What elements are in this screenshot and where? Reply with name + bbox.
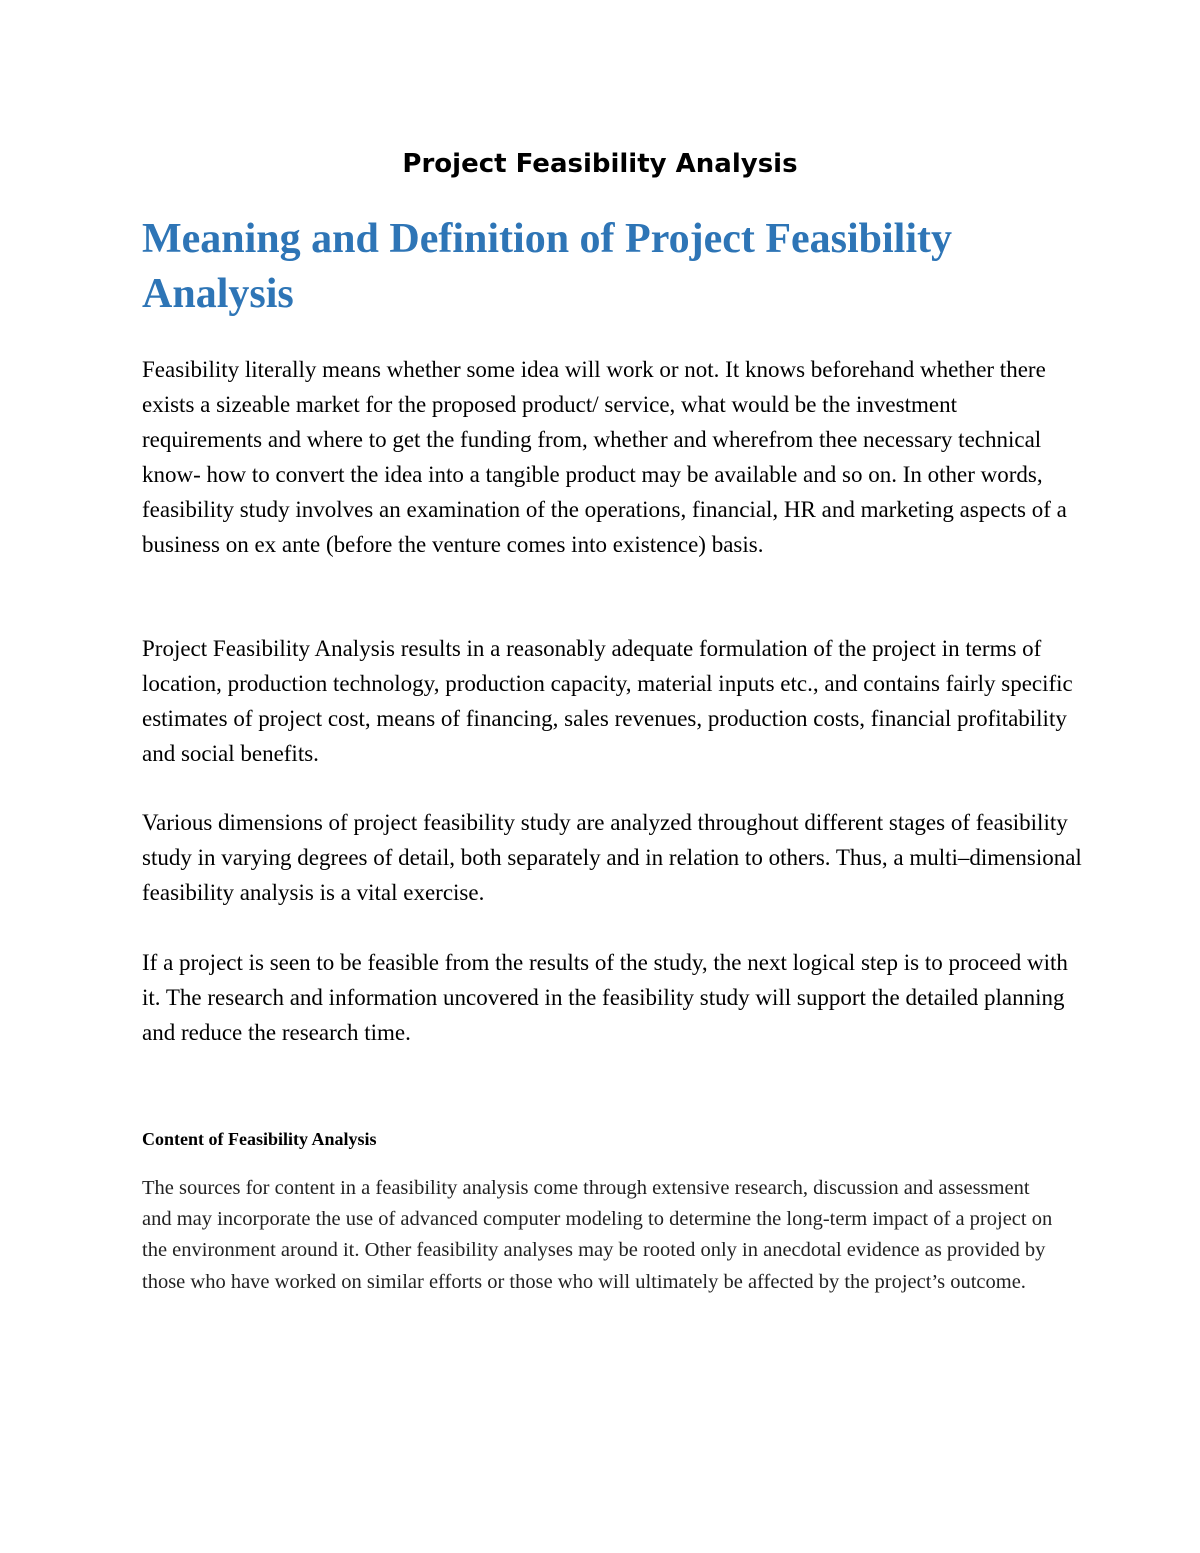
paragraph-next-step: If a project is seen to be feasible from the results of the study, the next logical step is to proceed with it. The research and information uncovered in the feasibility study will support the detailed planning and reduce the research time. — [142, 950, 1068, 1045]
paragraph-feasibility-meaning: Feasibility literally means whether some idea will work or not. It knows beforehand whether there exists a sizeable market for the proposed product/ service, what would be the investment requirements and where to get the funding from, whether and wherefrom thee necessary technical know- how to convert the idea into a tangible product may be available and so on. In other words, feasibility study involves an examination of the operations, financial, HR and marketing aspects of a business on ex ante (before the venture comes into existence) basis. — [142, 357, 1067, 557]
content-subheading: Content of Feasibility Analysis — [142, 1129, 377, 1149]
paragraph-dimensions: Various dimensions of project feasibility study are analyzed throughout different stages of feasibility study in varying degrees of detail, both separately and in relation to others. Thus, a multi–dimensional feasibility analysis is a vital exercise. — [142, 810, 1082, 905]
paragraph-analysis-results: Project Feasibility Analysis results in a reasonably adequate formulation of the project in terms of location, production technology, production capacity, material inputs etc., and contains fairly specific estimates of project cost, means of financing, sales revenues, production costs, financial profitability and social benefits. — [142, 636, 1073, 766]
section-heading: Meaning and Definition of Project Feasibility Analysis — [142, 216, 952, 317]
document-title: Project Feasibility Analysis — [402, 149, 798, 179]
paragraph-content-sources: The sources for content in a feasibility analysis come through extensive research, discussion and assessment and may incorporate the use of advanced computer modeling to determine the long-term impact of a project on the environment around it. Other feasibility analyses may be rooted only in anecdotal evidence as provided by those who have worked on similar efforts or those who will ultimately be affected by the project’s outcome. — [142, 1177, 1053, 1293]
